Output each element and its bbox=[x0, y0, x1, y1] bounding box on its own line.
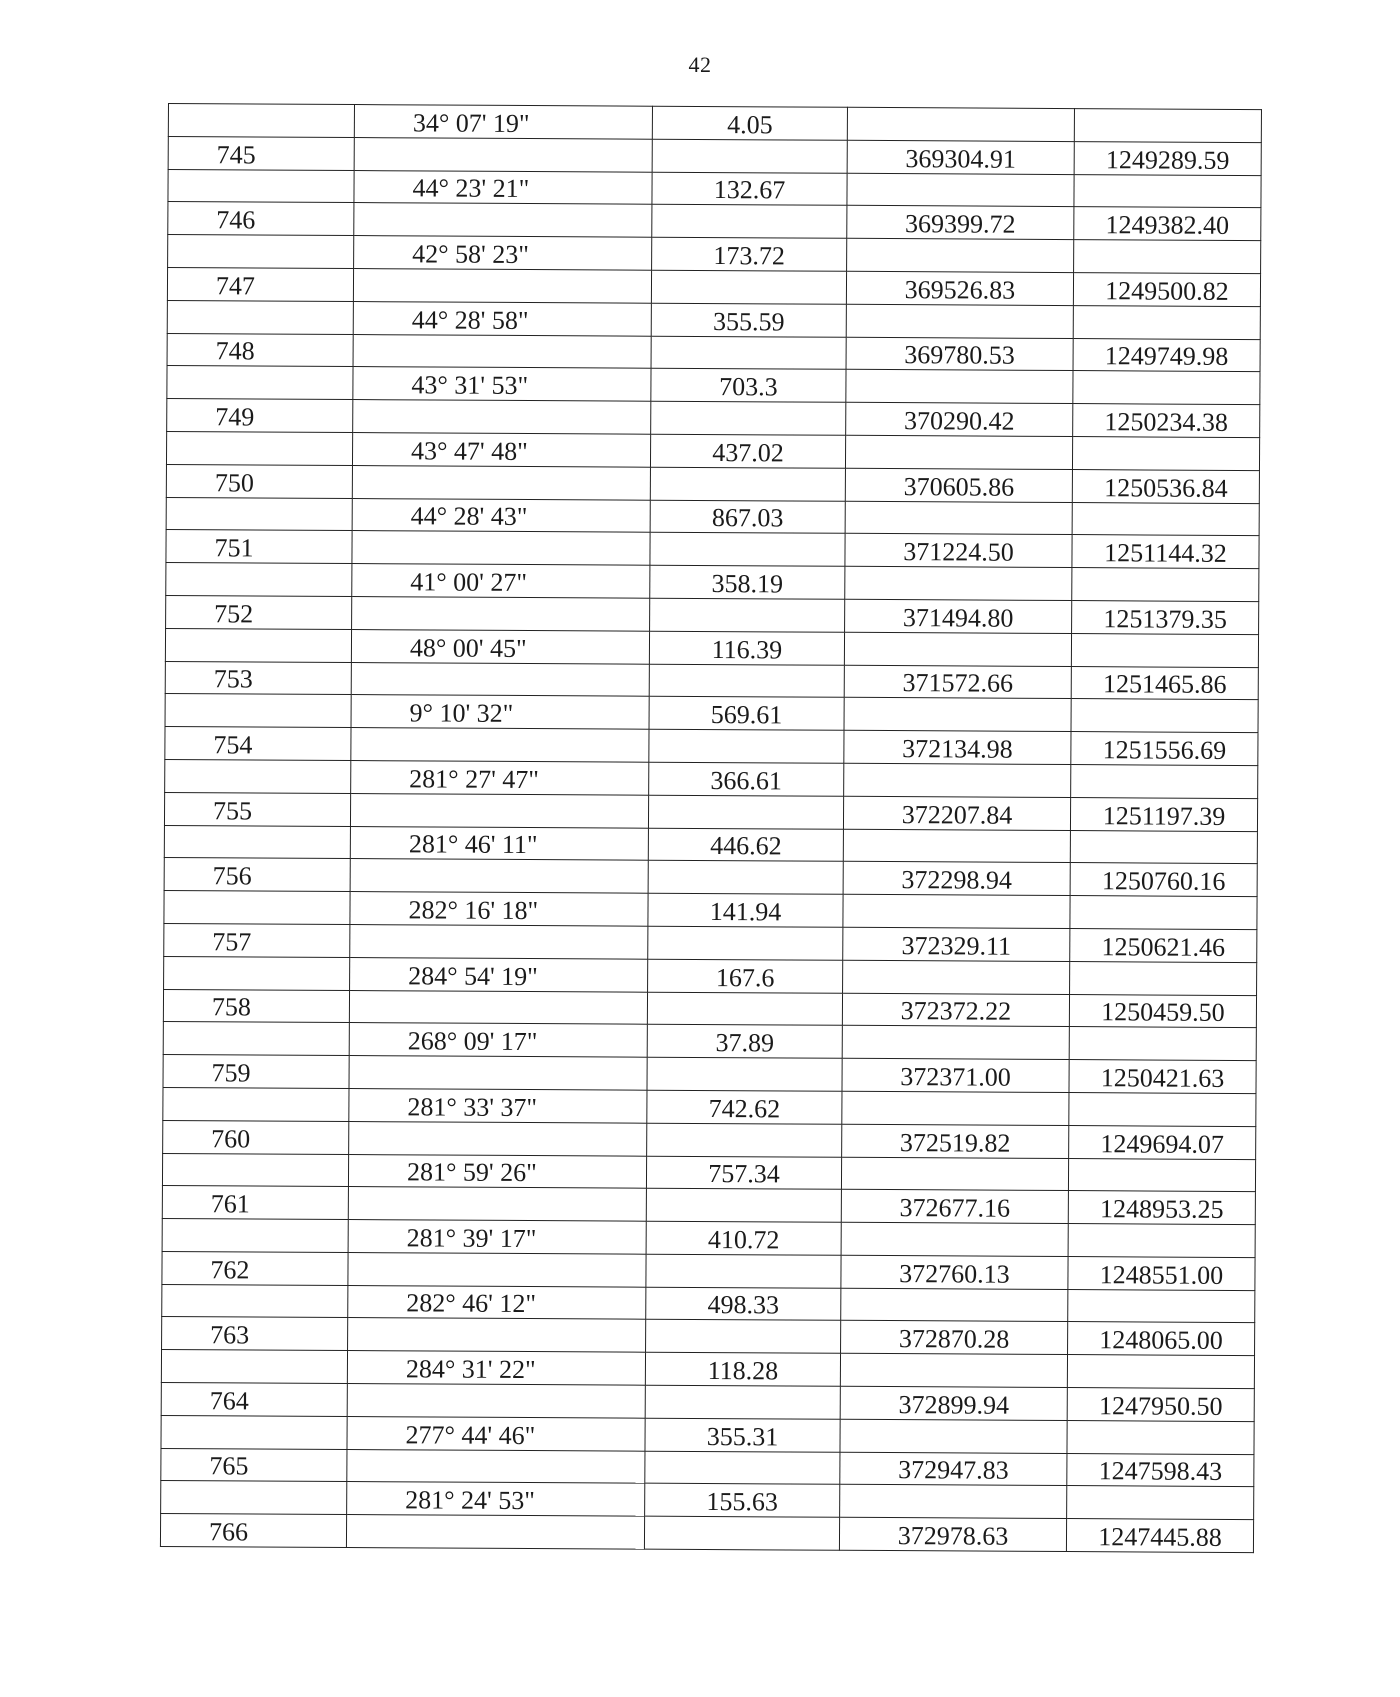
northing-cell: 371572.66 bbox=[844, 665, 1071, 699]
bearing-cell: 284° 54' 19" bbox=[350, 957, 648, 991]
station-cell bbox=[163, 1087, 349, 1121]
station-cell bbox=[166, 497, 352, 531]
northing-cell bbox=[840, 1354, 1067, 1388]
bearing-cell bbox=[353, 400, 651, 434]
bearing-cell bbox=[352, 531, 650, 565]
distance-cell: 358.19 bbox=[650, 565, 845, 599]
easting-cell bbox=[1074, 174, 1261, 208]
easting-cell: 1248065.00 bbox=[1068, 1322, 1255, 1356]
station-cell bbox=[166, 563, 352, 597]
station-cell bbox=[166, 431, 352, 465]
bearing-cell: 43° 47' 48" bbox=[352, 433, 650, 467]
distance-cell: 167.6 bbox=[648, 959, 843, 993]
bearing-cell bbox=[348, 1252, 646, 1286]
easting-cell: 1250536.84 bbox=[1072, 469, 1259, 503]
station-cell bbox=[164, 956, 350, 990]
station-cell bbox=[163, 1022, 349, 1056]
distance-cell: 437.02 bbox=[650, 434, 845, 468]
bearing-cell bbox=[347, 1449, 645, 1483]
bearing-cell: 44° 28' 58" bbox=[353, 301, 651, 335]
distance-cell: 410.72 bbox=[646, 1221, 841, 1255]
northing-cell bbox=[841, 1222, 1068, 1256]
station-cell bbox=[164, 825, 350, 859]
easting-cell bbox=[1074, 240, 1261, 274]
station-cell bbox=[164, 891, 350, 925]
station-id-cell: 756 bbox=[164, 858, 350, 892]
easting-cell bbox=[1074, 109, 1261, 143]
distance-cell bbox=[647, 1123, 842, 1157]
easting-cell: 1251379.35 bbox=[1072, 601, 1259, 635]
northing-cell: 372298.94 bbox=[843, 862, 1070, 896]
northing-cell bbox=[840, 1485, 1067, 1519]
easting-cell bbox=[1069, 1092, 1256, 1126]
distance-cell bbox=[644, 1516, 839, 1550]
bearing-cell bbox=[352, 596, 650, 630]
distance-cell: 355.59 bbox=[651, 303, 846, 337]
northing-cell bbox=[844, 698, 1071, 732]
station-id-cell: 766 bbox=[160, 1514, 346, 1548]
northing-cell: 369304.91 bbox=[847, 140, 1074, 174]
distance-cell: 141.94 bbox=[648, 893, 843, 927]
station-cell bbox=[167, 366, 353, 400]
easting-cell: 1251465.86 bbox=[1071, 666, 1258, 700]
distance-cell: 446.62 bbox=[648, 828, 843, 862]
distance-cell: 355.31 bbox=[645, 1418, 840, 1452]
station-cell bbox=[162, 1153, 348, 1187]
northing-cell bbox=[843, 829, 1070, 863]
easting-cell: 1247445.88 bbox=[1066, 1519, 1253, 1553]
northing-cell bbox=[840, 1419, 1067, 1453]
bearing-cell bbox=[354, 137, 652, 171]
easting-cell: 1250234.38 bbox=[1073, 404, 1260, 438]
bearing-cell bbox=[347, 1384, 645, 1418]
easting-cell bbox=[1067, 1355, 1254, 1389]
easting-cell bbox=[1069, 1027, 1256, 1061]
station-id-cell: 750 bbox=[166, 464, 352, 498]
station-id-cell: 760 bbox=[163, 1120, 349, 1154]
station-id-cell: 757 bbox=[164, 923, 350, 957]
distance-cell bbox=[647, 1057, 842, 1091]
station-id-cell: 752 bbox=[166, 595, 352, 629]
easting-cell: 1250760.16 bbox=[1070, 863, 1257, 897]
northing-cell: 372978.63 bbox=[839, 1518, 1066, 1552]
station-id-cell: 747 bbox=[167, 267, 353, 301]
station-id-cell: 748 bbox=[167, 333, 353, 367]
northing-cell: 370605.86 bbox=[845, 468, 1072, 502]
northing-cell bbox=[843, 960, 1070, 994]
northing-cell: 372870.28 bbox=[841, 1321, 1068, 1355]
bearing-cell bbox=[354, 203, 652, 237]
easting-cell bbox=[1072, 502, 1259, 536]
distance-cell bbox=[652, 139, 847, 173]
easting-cell: 1250621.46 bbox=[1070, 928, 1257, 962]
distance-cell bbox=[646, 1188, 841, 1222]
northing-cell: 369399.72 bbox=[847, 206, 1074, 240]
distance-cell bbox=[648, 795, 843, 829]
distance-cell bbox=[651, 336, 846, 370]
station-cell bbox=[165, 759, 351, 793]
distance-cell: 4.05 bbox=[652, 106, 847, 140]
survey-coordinates-table bbox=[160, 103, 1262, 1553]
distance-cell bbox=[645, 1451, 840, 1485]
bearing-cell: 42° 58' 23" bbox=[354, 236, 652, 270]
distance-cell bbox=[651, 270, 846, 304]
distance-cell: 703.3 bbox=[651, 369, 846, 403]
northing-cell bbox=[847, 238, 1074, 272]
station-cell bbox=[161, 1415, 347, 1449]
easting-cell: 1250421.63 bbox=[1069, 1060, 1256, 1094]
distance-cell bbox=[645, 1385, 840, 1419]
distance-cell bbox=[651, 401, 846, 435]
northing-cell: 372519.82 bbox=[842, 1124, 1069, 1158]
distance-cell bbox=[647, 992, 842, 1026]
bearing-cell: 43° 31' 53" bbox=[353, 367, 651, 401]
easting-cell bbox=[1068, 1289, 1255, 1323]
northing-cell bbox=[845, 435, 1072, 469]
bearing-cell bbox=[353, 334, 651, 368]
station-id-cell: 749 bbox=[167, 399, 353, 433]
station-id-cell: 764 bbox=[161, 1383, 347, 1417]
easting-cell: 1250459.50 bbox=[1069, 994, 1256, 1028]
easting-cell bbox=[1071, 764, 1258, 798]
northing-cell: 372207.84 bbox=[843, 796, 1070, 830]
easting-cell: 1251144.32 bbox=[1072, 535, 1259, 569]
easting-cell: 1249382.40 bbox=[1074, 207, 1261, 241]
station-id-cell: 758 bbox=[163, 989, 349, 1023]
northing-cell: 369780.53 bbox=[846, 337, 1073, 371]
distance-cell: 867.03 bbox=[650, 500, 845, 534]
easting-cell: 1248953.25 bbox=[1068, 1191, 1255, 1225]
easting-cell bbox=[1068, 1158, 1255, 1192]
distance-cell: 366.61 bbox=[649, 762, 844, 796]
easting-cell bbox=[1072, 437, 1259, 471]
bearing-cell: 281° 46' 11" bbox=[350, 826, 648, 860]
station-cell bbox=[165, 628, 351, 662]
station-id-cell: 765 bbox=[161, 1448, 347, 1482]
bearing-cell: 41° 00' 27" bbox=[352, 564, 650, 598]
bearing-cell bbox=[351, 728, 649, 762]
bearing-cell: 48° 00' 45" bbox=[351, 629, 649, 663]
bearing-cell: 44° 23' 21" bbox=[354, 170, 652, 204]
station-cell bbox=[162, 1219, 348, 1253]
easting-cell: 1249694.07 bbox=[1069, 1125, 1256, 1159]
easting-cell bbox=[1068, 1224, 1255, 1258]
station-cell bbox=[161, 1350, 347, 1384]
bearing-cell: 281° 24' 53" bbox=[347, 1482, 645, 1516]
northing-cell bbox=[847, 173, 1074, 207]
bearing-cell: 281° 27' 47" bbox=[351, 760, 649, 794]
northing-cell bbox=[844, 632, 1071, 666]
station-id-cell: 762 bbox=[162, 1251, 348, 1285]
distance-cell bbox=[649, 664, 844, 698]
bearing-cell: 34° 07' 19" bbox=[354, 105, 652, 139]
distance-cell: 173.72 bbox=[652, 237, 847, 271]
distance-cell: 37.89 bbox=[647, 1025, 842, 1059]
northing-cell bbox=[846, 304, 1073, 338]
page-number: 42 bbox=[688, 52, 712, 77]
easting-cell bbox=[1070, 896, 1257, 930]
northing-cell bbox=[845, 501, 1072, 535]
northing-cell: 372372.22 bbox=[842, 993, 1069, 1027]
northing-cell bbox=[845, 566, 1072, 600]
station-cell bbox=[167, 300, 353, 334]
northing-cell: 370290.42 bbox=[846, 402, 1073, 436]
northing-cell: 371494.80 bbox=[845, 599, 1072, 633]
bearing-cell: 281° 39' 17" bbox=[348, 1220, 646, 1254]
distance-cell bbox=[648, 926, 843, 960]
easting-cell bbox=[1067, 1420, 1254, 1454]
distance-cell bbox=[650, 533, 845, 567]
distance-cell: 118.28 bbox=[645, 1352, 840, 1386]
northing-cell: 372134.98 bbox=[844, 730, 1071, 764]
distance-cell bbox=[652, 205, 847, 239]
station-cell bbox=[161, 1481, 347, 1515]
northing-cell: 369526.83 bbox=[846, 271, 1073, 305]
station-id-cell: 746 bbox=[168, 202, 354, 236]
distance-cell: 155.63 bbox=[645, 1484, 840, 1518]
bearing-cell bbox=[348, 1318, 646, 1352]
easting-cell bbox=[1071, 699, 1258, 733]
bearing-cell bbox=[353, 269, 651, 303]
bearing-cell: 284° 31' 22" bbox=[347, 1351, 645, 1385]
bearing-cell: 282° 46' 12" bbox=[348, 1285, 646, 1319]
station-id-cell: 745 bbox=[168, 136, 354, 170]
easting-cell bbox=[1067, 1486, 1254, 1520]
northing-cell bbox=[841, 1157, 1068, 1191]
northing-cell bbox=[842, 1026, 1069, 1060]
bearing-cell bbox=[351, 662, 649, 696]
distance-cell: 498.33 bbox=[646, 1287, 841, 1321]
easting-cell bbox=[1073, 371, 1260, 405]
distance-cell bbox=[650, 467, 845, 501]
easting-cell: 1251556.69 bbox=[1071, 732, 1258, 766]
station-cell bbox=[162, 1284, 348, 1318]
bearing-cell: 268° 09' 17" bbox=[349, 1023, 647, 1057]
easting-cell: 1248551.00 bbox=[1068, 1256, 1255, 1290]
station-cell bbox=[168, 104, 354, 138]
easting-cell bbox=[1072, 568, 1259, 602]
distance-cell bbox=[646, 1254, 841, 1288]
station-cell bbox=[168, 169, 354, 203]
station-cell bbox=[165, 694, 351, 728]
table-row bbox=[160, 1514, 1253, 1553]
easting-cell bbox=[1071, 633, 1258, 667]
distance-cell: 569.61 bbox=[649, 697, 844, 731]
easting-cell: 1251197.39 bbox=[1070, 797, 1257, 831]
easting-cell bbox=[1073, 305, 1260, 339]
easting-cell: 1249500.82 bbox=[1073, 273, 1260, 307]
northing-cell bbox=[842, 1091, 1069, 1125]
station-id-cell: 761 bbox=[162, 1186, 348, 1220]
easting-cell: 1249289.59 bbox=[1074, 141, 1261, 175]
bearing-cell: 44° 28' 43" bbox=[352, 498, 650, 532]
northing-cell: 372677.16 bbox=[841, 1190, 1068, 1224]
distance-cell: 742.62 bbox=[647, 1090, 842, 1124]
bearing-cell bbox=[349, 990, 647, 1024]
bearing-cell bbox=[349, 1056, 647, 1090]
easting-cell: 1247598.43 bbox=[1067, 1453, 1254, 1487]
bearing-cell bbox=[346, 1515, 644, 1549]
bearing-cell bbox=[350, 859, 648, 893]
easting-cell: 1247950.50 bbox=[1067, 1388, 1254, 1422]
bearing-cell bbox=[352, 465, 650, 499]
northing-cell: 372947.83 bbox=[840, 1452, 1067, 1486]
distance-cell: 132.67 bbox=[652, 172, 847, 206]
bearing-cell bbox=[348, 1187, 646, 1221]
northing-cell: 371224.50 bbox=[845, 534, 1072, 568]
station-id-cell: 754 bbox=[165, 727, 351, 761]
northing-cell bbox=[844, 763, 1071, 797]
northing-cell: 372371.00 bbox=[842, 1058, 1069, 1092]
bearing-cell bbox=[350, 793, 648, 827]
distance-cell bbox=[650, 598, 845, 632]
distance-cell: 116.39 bbox=[649, 631, 844, 665]
northing-cell bbox=[846, 370, 1073, 404]
northing-cell bbox=[841, 1288, 1068, 1322]
bearing-cell: 277° 44' 46" bbox=[347, 1416, 645, 1450]
table-body bbox=[160, 104, 1261, 1553]
northing-cell: 372899.94 bbox=[840, 1386, 1067, 1420]
easting-cell bbox=[1070, 830, 1257, 864]
bearing-cell: 9° 10' 32" bbox=[351, 695, 649, 729]
station-id-cell: 753 bbox=[165, 661, 351, 695]
station-id-cell: 763 bbox=[162, 1317, 348, 1351]
easting-cell bbox=[1070, 961, 1257, 995]
northing-cell bbox=[843, 894, 1070, 928]
distance-cell bbox=[646, 1320, 841, 1354]
distance-cell bbox=[649, 729, 844, 763]
northing-cell: 372329.11 bbox=[843, 927, 1070, 961]
distance-cell: 757.34 bbox=[646, 1156, 841, 1190]
station-id-cell: 755 bbox=[164, 792, 350, 826]
bearing-cell: 282° 16' 18" bbox=[350, 892, 648, 926]
easting-cell: 1249749.98 bbox=[1073, 338, 1260, 372]
northing-cell: 372760.13 bbox=[841, 1255, 1068, 1289]
northing-cell bbox=[847, 107, 1074, 141]
bearing-cell: 281° 33' 37" bbox=[349, 1088, 647, 1122]
distance-cell bbox=[648, 861, 843, 895]
bearing-cell bbox=[350, 924, 648, 958]
station-id-cell: 759 bbox=[163, 1055, 349, 1089]
bearing-cell: 281° 59' 26" bbox=[348, 1154, 646, 1188]
bearing-cell bbox=[349, 1121, 647, 1155]
station-id-cell: 751 bbox=[166, 530, 352, 564]
station-cell bbox=[168, 235, 354, 269]
